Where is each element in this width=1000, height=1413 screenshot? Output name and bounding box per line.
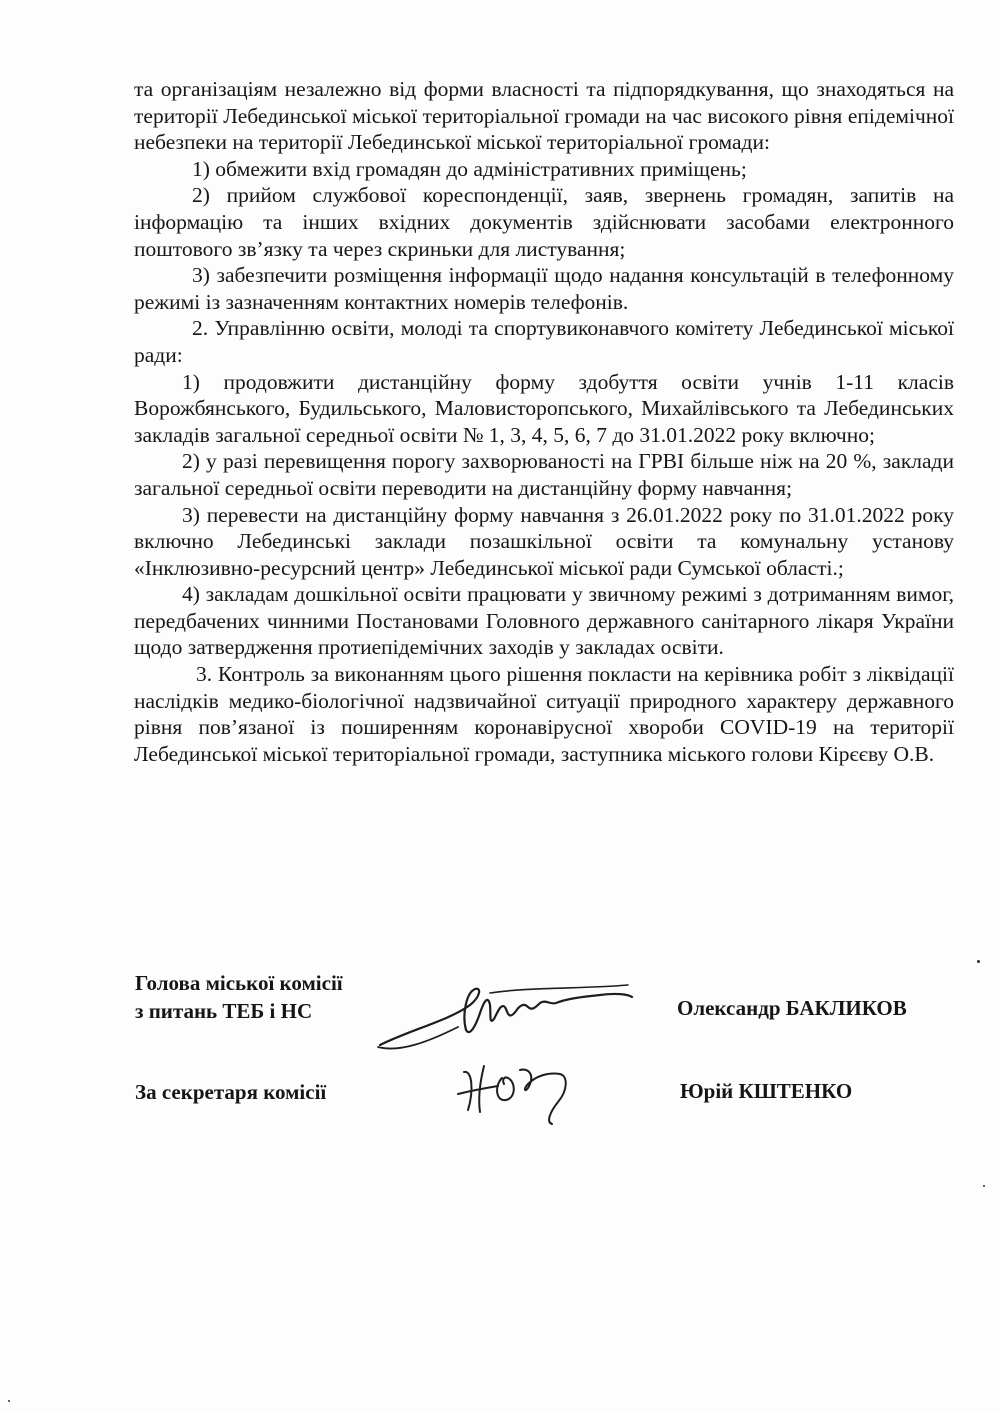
- paragraph-item-2-1: 1) продовжити дистанційну форму здобуття освіти учнів 1-11 класів Ворожбянського, Будильського, Маловисторопського, Михайлівського та Лебединських закладів загальної середньої освіти № 1, 3, 4, 5, 6, 7 до 31.01.2022 року включно;: [134, 369, 954, 447]
- paragraph-item-1-1: 1) обмежити вхід громадян до адміністративних приміщень;: [192, 156, 747, 181]
- chair-signature-icon: [370, 975, 640, 1055]
- paragraph-item-2-2: 2) у разі перевищення порогу захворюваності на ГРВІ більше ніж на 20 %, заклади загальної середньої освіти переводити на дистанційну форму навчання;: [134, 449, 954, 500]
- document-body: [134, 76, 954, 767]
- paragraph-section-2: 2. Управлінню освіти, молоді та спортувиконавчого комітету Лебединської міської ради:: [134, 316, 954, 367]
- paragraph-section-3: 3. Контроль за виконанням цього рішення покласти на керівника робіт з ліквідації наслідків медико-біологічної надзвичайної ситуації природного характеру державного рівня пов’язаної із поширенням коронавірусної хвороби COVID-19 на території Лебединської міської територіальної громади, заступника міського голови Кірєєву О.В.: [134, 662, 954, 766]
- scan-speck: [983, 1185, 985, 1187]
- paragraph-item-2-3: 3) перевести на дистанційну форму навчання з 26.01.2022 року по 31.01.2022 року включно Лебединські заклади позашкільної освіти та комунальну установу «Інклюзивно-ресурсний центр» Лебединської міської ради Сумської області.;: [134, 502, 954, 580]
- paragraph-item-2-4: 4) закладам дошкільної освіти працювати у звичному режимі з дотриманням вимог, передбачених чинними Постановами Головного державного санітарного лікаря України щодо затвердження протиепідемічних заходів у закладах освіти.: [134, 582, 954, 660]
- secretary-name: Юрій КШТЕНКО: [680, 1079, 853, 1103]
- scan-speck: [8, 1400, 10, 1402]
- secretary-signature-icon: [450, 1050, 590, 1130]
- chair-title-line1: Голова міської комісії: [135, 971, 343, 995]
- paragraph-item-1-2: 2) прийом службової кореспонденції, заяв, звернень громадян, запитів на інформацію та інших вхідних документів здійснювати засобами електронного поштового зв’язку та через скриньки для листування;: [134, 183, 954, 261]
- paragraph-item-1-3: 3) забезпечити розміщення інформації щодо надання консультацій в телефонному режимі із зазначенням контактних номерів телефонів.: [134, 263, 954, 314]
- chair-title-line2: з питань ТЕБ і НС: [135, 999, 313, 1023]
- paragraph-intro-continuation: та організаціям незалежно від форми власності та підпорядкування, що знаходяться на території Лебединської міської територіальної громади на час високого рівня епідемічної небезпеки на території Лебединської міської територіальної громади:: [134, 77, 954, 155]
- scan-speck: [977, 960, 980, 963]
- secretary-title: За секретаря комісії: [135, 1080, 327, 1104]
- chair-name: Олександр БАКЛИКОВ: [677, 996, 907, 1020]
